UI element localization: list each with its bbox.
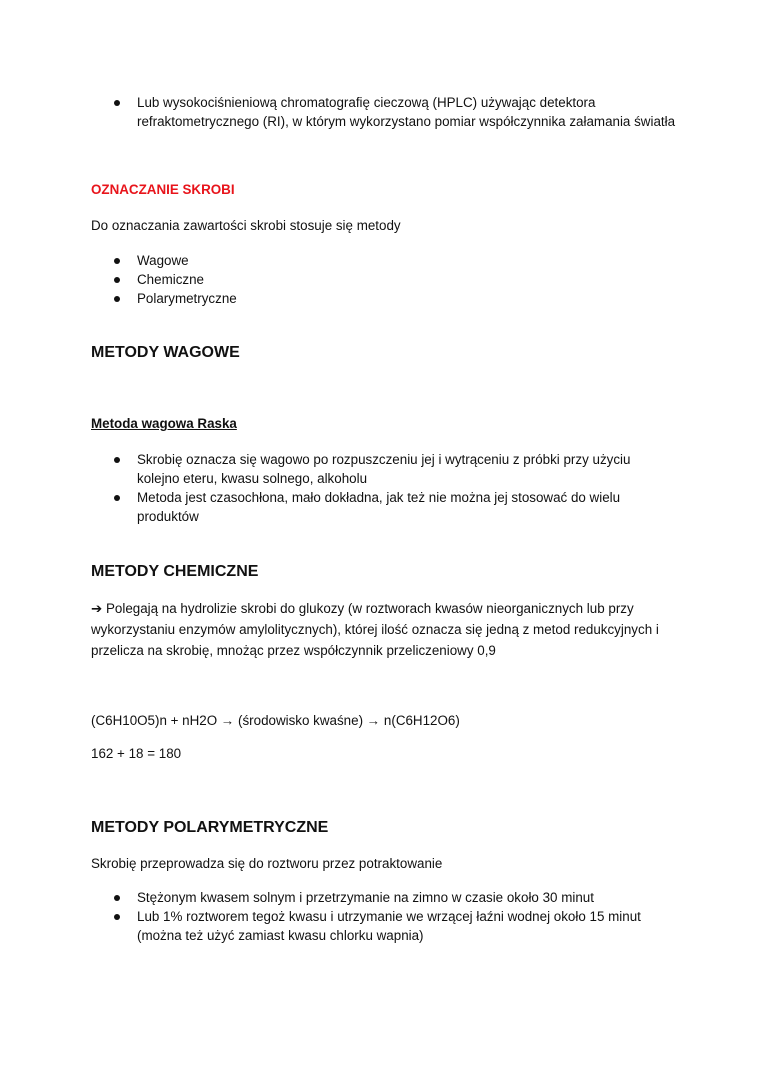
section-heading-chemical: METODY CHEMICZNE bbox=[91, 563, 259, 580]
subheading-rask-method: Metoda wagowa Raska bbox=[91, 416, 237, 431]
top-bullet-list bbox=[110, 93, 680, 131]
bullet-icon bbox=[114, 895, 120, 901]
list-item: Chemiczne bbox=[110, 270, 680, 289]
section-heading-polarimetric: METODY POLARYMETRYCZNE bbox=[91, 819, 329, 836]
bullet-icon bbox=[114, 914, 120, 920]
arrow-icon: → bbox=[220, 713, 235, 728]
bullet-icon bbox=[114, 296, 120, 302]
bullet-icon bbox=[114, 100, 120, 106]
starch-methods-list bbox=[110, 251, 680, 308]
section-heading-weight: METODY WAGOWE bbox=[91, 344, 240, 361]
bullet-icon bbox=[114, 495, 120, 501]
mass-sum: 162 + 18 = 180 bbox=[91, 746, 182, 761]
list-item: Polarymetryczne bbox=[110, 289, 680, 308]
list-item: Stężonym kwasem solnym i przetrzymanie na zimno w czasie około 30 minut bbox=[110, 888, 680, 907]
arrow-icon: → bbox=[366, 713, 381, 728]
polarimetric-list bbox=[110, 888, 680, 945]
list-item: Lub 1% roztworem tegoż kwasu i utrzymanie we wrzącej łaźni wodnej około 15 minut (można też użyć zamiast kwasu chlorku wapnia) bbox=[110, 907, 680, 945]
starch-intro: Do oznaczania zawartości skrobi stosuje się metody bbox=[91, 218, 401, 233]
list-item: Wagowe bbox=[110, 251, 680, 270]
reaction-equation: (C6H10O5)n + nH2O → (środowisko kwaśne) → n(C6H12O6) bbox=[91, 713, 460, 728]
bullet-icon bbox=[114, 258, 120, 264]
list-item: Skrobię oznacza się wagowo po rozpuszczeniu jej i wytrąceniu z próbki przy użyciu kolejno eteru, kwasu solnego, alkoholu bbox=[110, 450, 670, 488]
polarimetric-intro: Skrobię przeprowadza się do roztworu przez potraktowanie bbox=[91, 856, 443, 871]
section-heading-starch: OZNACZANIE SKROBI bbox=[91, 182, 235, 197]
list-item: Lub wysokociśnieniową chromatografię cieczową (HPLC) używając detektora refraktometrycznego (RI), w którym wykorzystano pomiar współczynnika załamania światła bbox=[110, 93, 680, 131]
weight-methods-list bbox=[110, 450, 670, 526]
bullet-icon bbox=[114, 277, 120, 283]
bullet-icon bbox=[114, 457, 120, 463]
list-item: Metoda jest czasochłona, mało dokładna, jak też nie można jej stosować do wielu produktów bbox=[110, 488, 670, 526]
chemical-description: ➔ Polegają na hydrolizie skrobi do glukozy (w roztworach kwasów nieorganicznych lub przy wykorzystaniu enzymów amylolitycznych), której ilość oznacza się jedną z metod redukcyjnych i przelicza na skrobię, mnożąc przez współczynnik przeliczeniowy 0,9 bbox=[91, 601, 659, 658]
arrow-right-icon: ➔ bbox=[91, 601, 103, 616]
